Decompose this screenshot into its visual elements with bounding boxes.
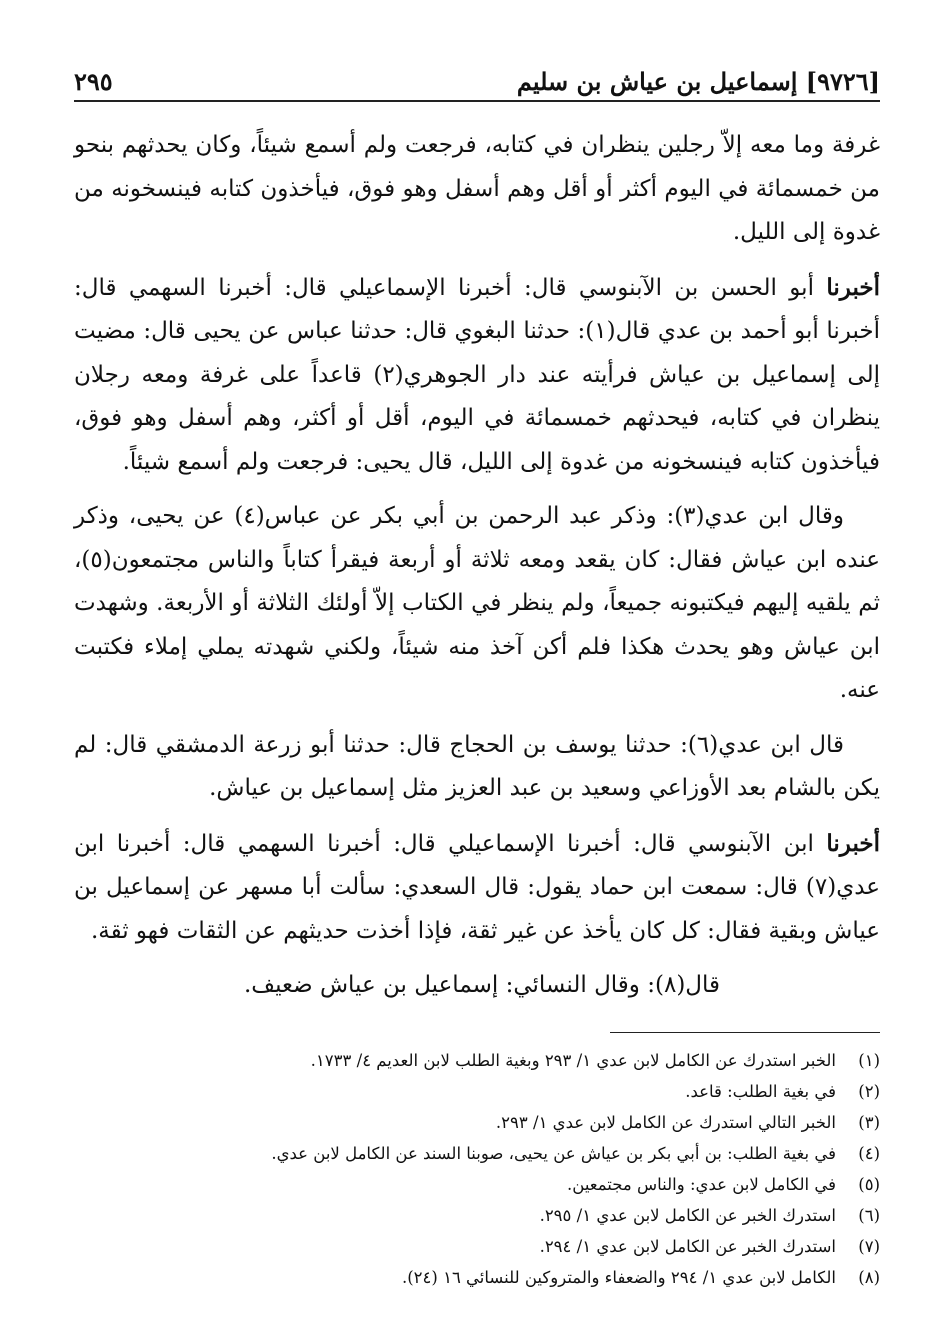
paragraph-2 [74,266,880,485]
paragraph-4 [74,724,880,811]
footnote-8 [74,1262,880,1293]
page-header [74,58,880,96]
paragraph-1 [74,124,880,255]
footnote-number: (٢) [858,1081,880,1101]
footnote-text: في الكامل لابن عدي: والناس مجتمعين. [567,1174,836,1194]
footnote-number: (٥) [858,1174,880,1194]
footnote-2 [74,1076,880,1107]
main-text [74,124,880,1008]
paragraph-5 [74,822,880,954]
paragraph-text: ابن الآبنوسي قال: أخبرنا الإسماعيلي قال: أخبرنا السهمي قال: أخبرنا ابن عدي(٧) قال: سمعت ابن حماد يقول: قال السعدي: سألت أبا مسهر عن إسماعيل بن عياش وبقية فقال: كل كان يأخذ عن غير ثقة، فإذا أخذت حديثهم عن الثقات فهو ثقة. [74,830,880,944]
footnote-text: الكامل لابن عدي ١/ ٢٩٤ والضعفاء والمتروكين للنسائي ١٦ (٢٤). [401,1267,836,1287]
paragraph-6 [74,964,880,1008]
footnote-number: (٦) [858,1205,880,1225]
footnote-5 [74,1169,880,1200]
footnote-text: استدرك الخبر عن الكامل لابن عدي ١/ ٢٩٥. [539,1205,836,1225]
footnote-rule [610,1032,880,1033]
footnote-6 [74,1200,880,1231]
footnote-number: (١) [858,1050,880,1070]
footnote-text: في بغية الطلب: قاعد. [685,1081,836,1101]
paragraph-lead: أخبرنا [826,273,880,301]
paragraph-text: غرفة وما معه إلاّ رجلين ينظران في كتابه، فرجعت ولم أسمع شيئاً، وكان يحدثهم بنحو من خمسمائة في اليوم أكثر أو أقل وهم أسفل وهو فوق، فيأخذون كتابه فينسخونه من غدوة إلى الليل. [74,132,880,245]
footnote-text: استدرك الخبر عن الكامل لابن عدي ١/ ٢٩٤. [539,1236,836,1256]
footnote-number: (٣) [858,1112,880,1132]
paragraph-text: قال(٨): وقال النسائي: إسماعيل بن عياش ضعيف. [243,972,720,998]
footnotes [74,1045,880,1293]
footnote-1 [74,1045,880,1076]
header-rule [74,100,880,102]
paragraph-text: قال ابن عدي(٦): حدثنا يوسف بن الحجاج قال: حدثنا أبو زرعة الدمشقي قال: لم يكن بالشام بعد الأوزاعي وسعيد بن عبد العزيز مثل إسماعيل بن عياش. [74,731,880,801]
footnote-text: في بغية الطلب: بن أبي بكر بن عياش عن يحيى، صوبنا السند عن الكامل لابن عدي. [271,1143,836,1163]
footnote-3 [74,1107,880,1138]
footnote-7 [74,1231,880,1262]
footnote-text: الخبر التالي استدرك عن الكامل لابن عدي ١/ ٢٩٣. [495,1112,836,1132]
footnote-number: (٨) [858,1267,880,1287]
paragraph-text: أبو الحسن بن الآبنوسي قال: أخبرنا الإسماعيلي قال: أخبرنا السهمي قال: أخبرنا أبو أحمد بن عدي قال(١): حدثنا البغوي قال: حدثنا عباس عن يحيى قال: مضيت إلى إسماعيل بن عياش فرأيته عند دار الجوهري(٢) قاعداً على غرفة ومعه رجلان ينظران في كتابه، فيحدثهم خمسمائة في اليوم، أقل أو أكثر، وهم أسفل وهو فوق، فيأخذون كتابه فينسخونه من غدوة إلى الليل، قال يحيى: فرجعت ولم أسمع شيئاً. [74,274,881,475]
page-number: ٢٩٥ [74,67,113,96]
footnote-number: (٧) [858,1236,880,1256]
footnote-number: (٤) [858,1143,880,1163]
book-page [74,58,880,1293]
paragraph-3 [74,495,880,713]
running-head: [٩٧٢٦] إسماعيل بن عياش بن سليم [516,67,880,96]
footnote-text: الخبر استدرك عن الكامل لابن عدي ١/ ٢٩٣ وبغية الطلب لابن العديم ٤/ ١٧٣٣. [310,1050,836,1070]
footnote-4 [74,1138,880,1169]
paragraph-text: وقال ابن عدي(٣): وذكر عبد الرحمن بن أبي بكر عن عباس(٤) عن يحيى، وذكر عنده ابن عياش فقال: كان يقعد ومعه ثلاثة أو أربعة فيقرأ كتاباً والناس مجتمعون(٥)، ثم يلقيه إليهم فيكتبونه جميعاً، ولم ينظر في الكتاب إلاّ أولئك الثلاثة أو الأربعة. وشهدت ابن عياش وهو يحدث هكذا فلم أكن آخذ منه شيئاً، ولكني شهدته يملي إملاء فكتبت عنه. [74,503,880,703]
paragraph-lead: أخبرنا [826,829,880,857]
